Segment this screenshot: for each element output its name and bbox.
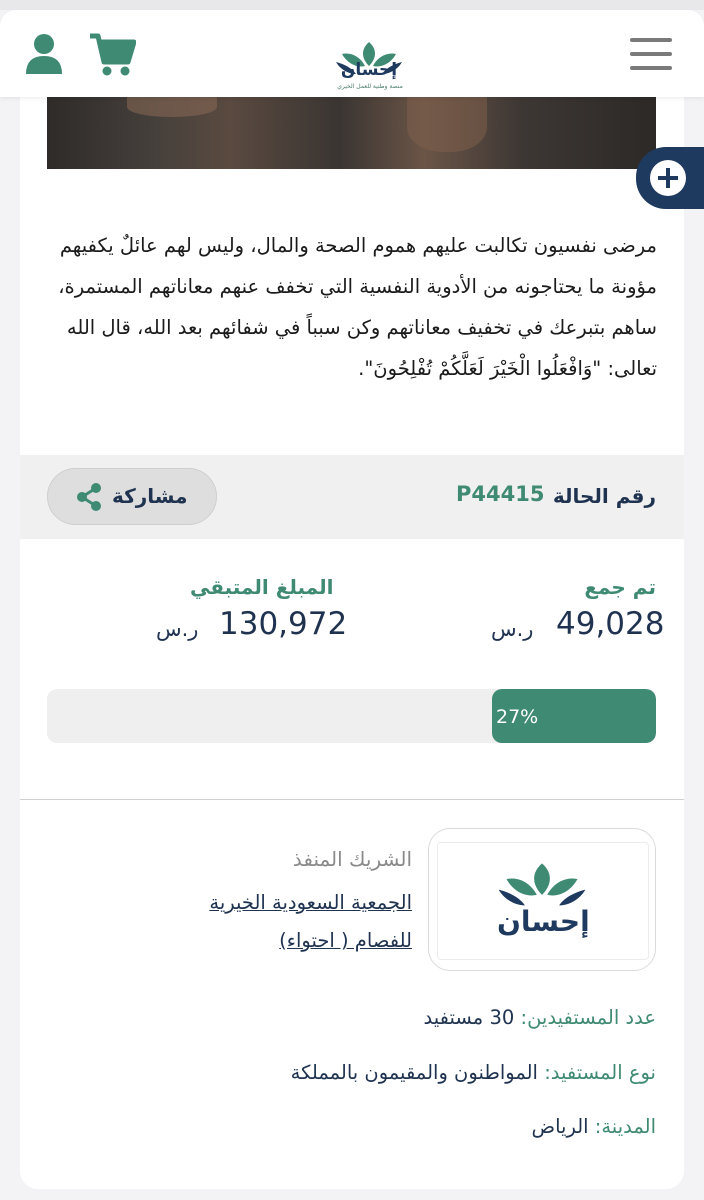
case-description: مرضى نفسيون تكالبت عليهم هموم الصحة والمال، وليس لهم عائلٌ يكفيهم مؤونة ما يحتاجونه من الأدوية النفسية التي تخفف عنهم معاناتهم المستمرة، ساهم بتبرعك في تخفيف معاناتهم وكن سبباً في شفائهم بعد الله، قال الله تعالى: "وَافْعَلُوا الْخَيْرَ لَعَلَّكُمْ تُفْلِحُونَ". [58, 234, 657, 380]
hamburger-menu-icon[interactable] [628, 36, 674, 72]
partner-name-link[interactable]: الجمعية السعودية الخيرية للفصام ( احتواء) [209, 891, 412, 952]
cart-icon[interactable] [88, 30, 136, 78]
case-photo [47, 97, 656, 169]
remaining-amount: 130,972 [219, 606, 348, 642]
share-icon[interactable] [74, 482, 104, 512]
beneficiaries-count-value: 30 مستفيد [423, 1006, 515, 1029]
partner-logo-wordmark: إحسان [497, 905, 590, 938]
remaining-currency: ر.س [156, 617, 199, 641]
collected-amount: 49,028 [556, 606, 665, 642]
city-row [532, 1115, 656, 1138]
collected-currency: ر.س [491, 617, 534, 641]
share-button-label[interactable]: مشاركة [112, 484, 188, 508]
case-number-value: P44415 [456, 482, 545, 506]
progress-percent-text: 27% [496, 706, 539, 728]
user-icon[interactable] [24, 32, 64, 76]
app-header [0, 10, 704, 97]
beneficiary-type-value: المواطنون والمقيمون بالمملكة [290, 1061, 538, 1084]
case-number-label: رقم الحالة [552, 484, 656, 508]
collected-label: تم جمع [584, 575, 656, 599]
city-label: المدينة: [594, 1115, 656, 1138]
city-value: الرياض [531, 1115, 589, 1138]
beneficiary-type-label: نوع المستفيد: [544, 1061, 656, 1084]
section-divider [20, 799, 684, 800]
plus-icon [650, 160, 686, 196]
logo-wordmark: إحسان [340, 60, 398, 80]
funding-progress-bar [47, 689, 656, 743]
status-strip [0, 0, 704, 10]
beneficiaries-count-label: عدد المستفيدين: [520, 1006, 656, 1029]
floating-add-button[interactable] [636, 147, 704, 209]
beneficiaries-count-row [424, 1006, 656, 1029]
partner-caption: الشريك المنفذ [292, 847, 412, 871]
beneficiary-type-row [291, 1061, 656, 1084]
remaining-label: المبلغ المتبقي [190, 575, 334, 599]
logo-tagline: منصة وطنية للعمل الخيري [337, 83, 403, 90]
